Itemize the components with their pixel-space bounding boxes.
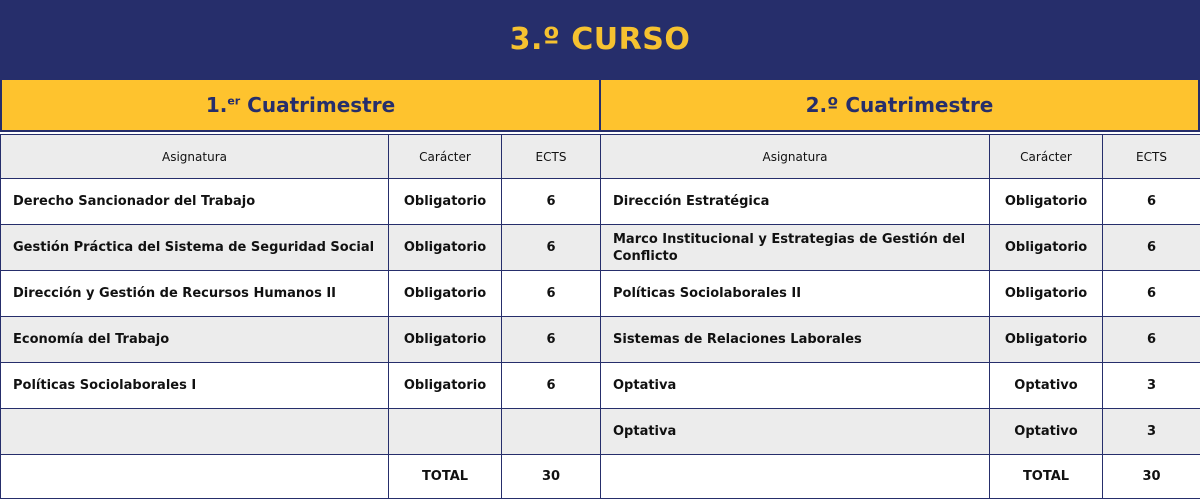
character-cell: Obligatorio	[990, 271, 1103, 317]
total-spacer-cell	[1, 455, 389, 499]
character-cell: Obligatorio	[990, 317, 1103, 363]
subject-cell: Optativa	[601, 363, 990, 409]
total-value: 30	[1103, 455, 1200, 499]
subject-cell: Marco Institucional y Estrategias de Gestión del Conflicto	[601, 225, 990, 271]
table-header-row	[1, 135, 601, 179]
ects-cell	[502, 409, 601, 455]
semester-1-table	[0, 134, 601, 499]
character-cell: Obligatorio	[990, 225, 1103, 271]
table-row	[1, 317, 601, 363]
character-cell	[389, 409, 502, 455]
column-header-character: Carácter	[389, 135, 502, 179]
semester-2-table	[600, 134, 1200, 499]
title-bar	[0, 0, 1200, 78]
total-value: 30	[502, 455, 601, 499]
column-header-subject: Asignatura	[601, 135, 990, 179]
character-cell: Obligatorio	[389, 179, 502, 225]
ects-cell: 6	[502, 271, 601, 317]
semester-1-title-sup: er	[227, 94, 241, 108]
ects-cell: 6	[1103, 317, 1200, 363]
ects-cell: 3	[1103, 363, 1200, 409]
subject-cell: Gestión Práctica del Sistema de Seguridad Social	[1, 225, 389, 271]
semester-1-header	[0, 78, 600, 132]
character-cell: Optativo	[990, 363, 1103, 409]
ects-cell: 6	[1103, 225, 1200, 271]
table-row	[1, 271, 601, 317]
ects-cell: 3	[1103, 409, 1200, 455]
ects-cell: 6	[502, 179, 601, 225]
subject-cell: Dirección Estratégica	[601, 179, 990, 225]
column-header-ects: ECTS	[1103, 135, 1200, 179]
table-header-row	[601, 135, 1200, 179]
column-header-character: Carácter	[990, 135, 1103, 179]
character-cell: Obligatorio	[990, 179, 1103, 225]
ects-cell: 6	[502, 317, 601, 363]
character-cell: Obligatorio	[389, 225, 502, 271]
table-row	[1, 363, 601, 409]
ects-cell: 6	[502, 225, 601, 271]
table-row	[601, 271, 1200, 317]
table-row	[601, 179, 1200, 225]
character-cell: Optativo	[990, 409, 1103, 455]
semester-1-title	[206, 93, 395, 117]
semester-2-header	[600, 78, 1200, 132]
column-header-subject: Asignatura	[1, 135, 389, 179]
ects-cell: 6	[1103, 271, 1200, 317]
table-row	[601, 317, 1200, 363]
semester-1-title-main: 1.	[205, 93, 228, 117]
total-label: TOTAL	[389, 455, 502, 499]
semester-1-title-rest: Cuatrimestre	[240, 93, 396, 117]
table-row	[1, 179, 601, 225]
subject-cell: Dirección y Gestión de Recursos Humanos II	[1, 271, 389, 317]
total-label: TOTAL	[990, 455, 1103, 499]
semester-2	[600, 78, 1200, 500]
subject-cell: Economía del Trabajo	[1, 317, 389, 363]
table-row	[601, 409, 1200, 455]
total-row	[601, 455, 1200, 499]
subject-cell: Políticas Sociolaborales I	[1, 363, 389, 409]
subject-cell: Políticas Sociolaborales II	[601, 271, 990, 317]
table-row	[1, 225, 601, 271]
page-title: 3.º CURSO	[509, 21, 691, 57]
character-cell: Obligatorio	[389, 317, 502, 363]
table-row	[601, 225, 1200, 271]
table-row	[601, 363, 1200, 409]
ects-cell: 6	[502, 363, 601, 409]
total-spacer-cell	[601, 455, 990, 499]
semester-2-title: 2.º Cuatrimestre	[805, 93, 994, 117]
table-row	[1, 409, 601, 455]
subject-cell	[1, 409, 389, 455]
semester-1	[0, 78, 600, 500]
subject-cell: Sistemas de Relaciones Laborales	[601, 317, 990, 363]
subject-cell: Optativa	[601, 409, 990, 455]
subject-cell: Derecho Sancionador del Trabajo	[1, 179, 389, 225]
character-cell: Obligatorio	[389, 271, 502, 317]
ects-cell: 6	[1103, 179, 1200, 225]
character-cell: Obligatorio	[389, 363, 502, 409]
column-header-ects: ECTS	[502, 135, 601, 179]
total-row	[1, 455, 601, 499]
